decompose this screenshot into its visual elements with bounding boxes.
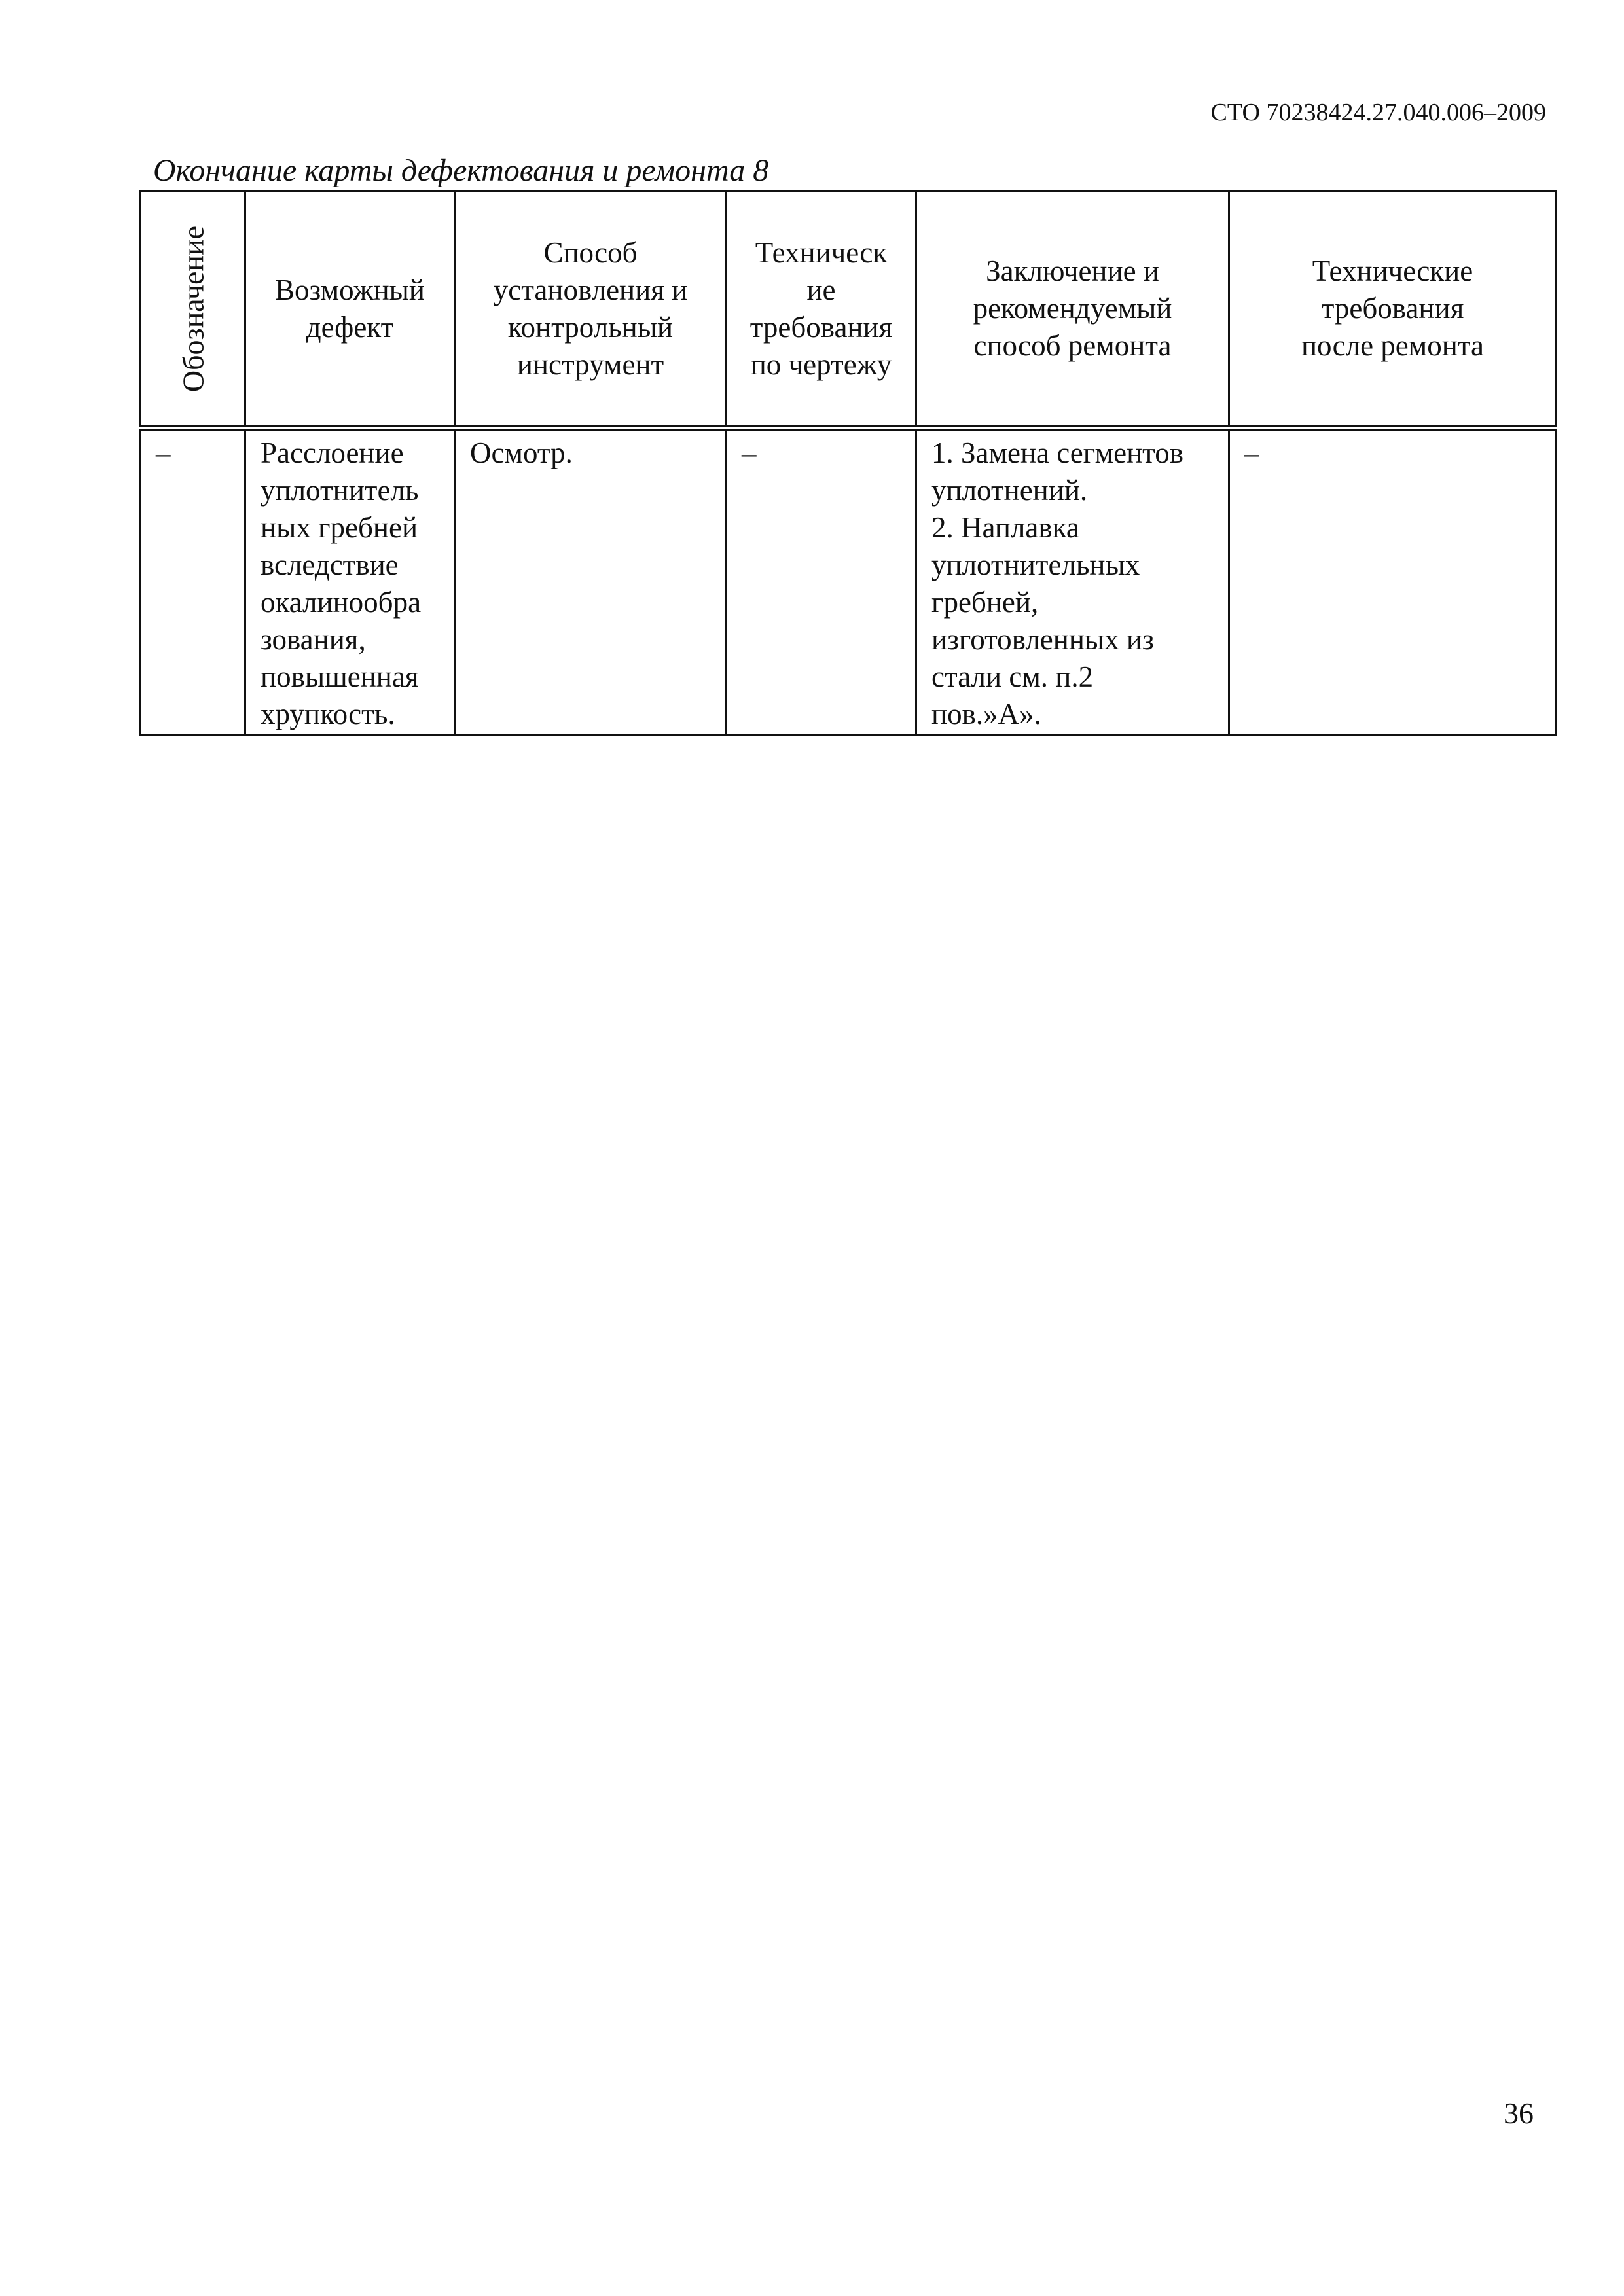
cell-line: пов.»А». — [931, 698, 1041, 730]
header-line: ие — [806, 273, 836, 306]
header-line: требования — [749, 310, 893, 344]
cell-line: 2. Наплавка — [931, 511, 1079, 544]
header-line: требования — [1321, 292, 1464, 325]
cell-post-repair-requirements — [1229, 428, 1557, 736]
defect-repair-table — [139, 190, 1557, 736]
cell-line: уплотнений. — [931, 474, 1088, 507]
cell-conclusion-repair — [916, 428, 1229, 736]
cell-line: уплотнитель — [261, 474, 419, 507]
header-line: установления и — [493, 273, 688, 306]
cell-line: 1. Замена сегментов — [931, 437, 1183, 469]
header-line: Техническ — [755, 236, 888, 269]
header-line: контрольный — [507, 310, 674, 344]
column-header-post-repair-requirements — [1229, 192, 1557, 428]
cell-line: – — [156, 437, 171, 469]
column-header-conclusion-repair — [916, 192, 1229, 428]
cell-line: зования, — [261, 623, 366, 656]
column-header-drawing-requirements — [727, 192, 916, 428]
cell-line: – — [742, 437, 757, 469]
cell-designation — [141, 428, 245, 736]
cell-line: повышенная — [261, 660, 419, 693]
table-header-row — [141, 192, 1557, 428]
cell-line: стали см. п.2 — [931, 660, 1094, 693]
header-line: рекомендуемый — [973, 292, 1172, 325]
cell-possible-defect — [245, 428, 455, 736]
header-line: Технические — [1312, 255, 1473, 287]
cell-line: уплотнительных — [931, 548, 1140, 581]
table-caption: Окончание карты дефектования и ремонта 8 — [153, 153, 769, 188]
header-line: Заключение и — [986, 255, 1159, 287]
document-code: СТО 70238424.27.040.006–2009 — [1210, 99, 1546, 126]
column-header-detection-method — [455, 192, 727, 428]
header-line: Способ — [543, 236, 638, 269]
table-row — [141, 428, 1557, 736]
column-header-designation — [141, 192, 245, 428]
header-line: способ ремонта — [973, 329, 1172, 362]
column-header-possible-defect — [245, 192, 455, 428]
header-line: после ремонта — [1301, 329, 1485, 362]
header-line: по чертежу — [750, 348, 892, 381]
cell-line: хрупкость. — [261, 698, 395, 730]
cell-line: Осмотр. — [470, 437, 573, 469]
cell-line: изготовленных из — [931, 623, 1154, 656]
cell-line: ных гребней — [261, 511, 418, 544]
header-line: Возможный — [275, 273, 425, 306]
cell-line: – — [1244, 437, 1259, 469]
page-number: 36 — [1504, 2096, 1534, 2130]
cell-detection-method — [455, 428, 727, 736]
cell-line: гребней, — [931, 586, 1039, 619]
column-header-designation-label: Обозначение — [176, 225, 209, 392]
cell-line: Расслоение — [261, 437, 404, 469]
header-line: дефект — [306, 310, 394, 344]
cell-drawing-requirements — [727, 428, 916, 736]
cell-line: окалинообра — [261, 586, 422, 619]
header-line: инструмент — [516, 348, 664, 381]
cell-line: вследствие — [261, 548, 399, 581]
